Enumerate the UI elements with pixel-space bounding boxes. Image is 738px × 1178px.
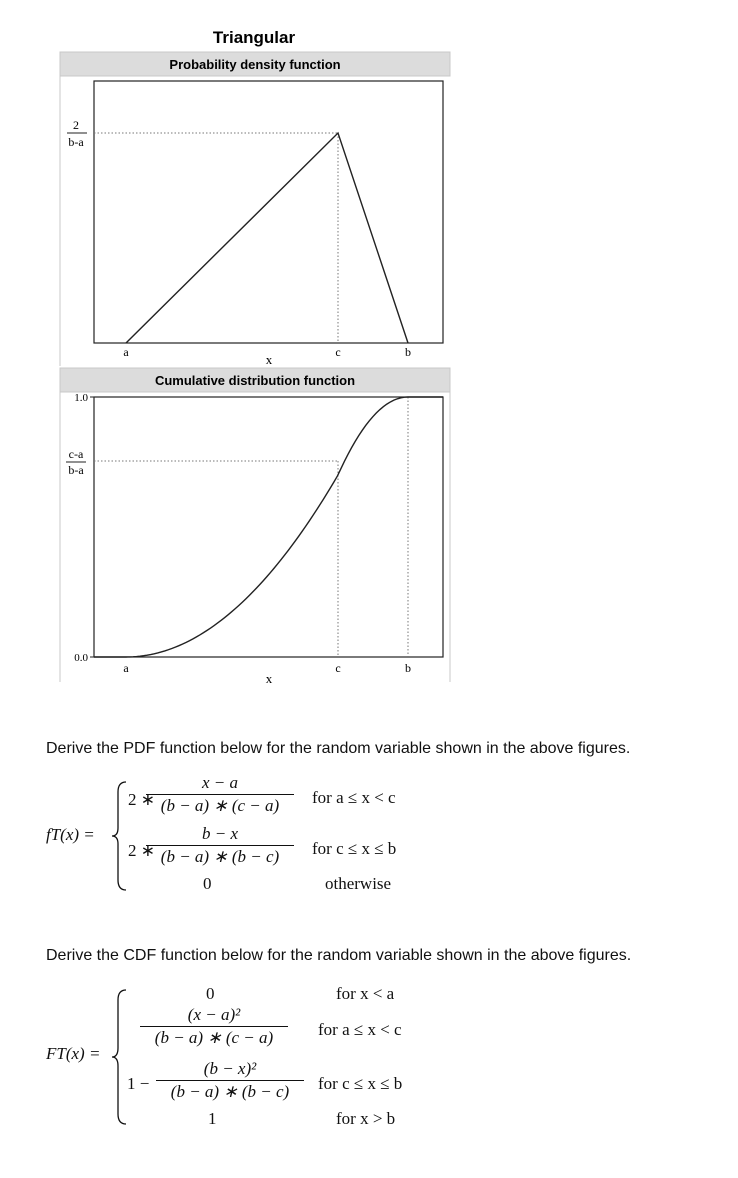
cdf-row1-val: 0 xyxy=(206,984,215,1003)
cdf-lhs: FT(x) = xyxy=(46,1044,101,1063)
pdf-row2-num: b − x xyxy=(146,824,294,846)
pdf-ylabel-num: 2 xyxy=(73,118,79,132)
cdf-row3-den: (b − a) ∗ (b − c) xyxy=(170,1082,290,1101)
cdf-question: Derive the CDF function below for the random variable shown in the above figures. xyxy=(46,947,632,964)
pdf-xtick-a: a xyxy=(123,345,129,359)
cdf-ylabel-num: c-a xyxy=(68,447,84,461)
cdf-xlabel: x xyxy=(265,671,273,686)
cdf-curve xyxy=(94,397,443,657)
pdf-row2-coef: 2 ∗ xyxy=(128,841,155,860)
cdf-xtick-a: a xyxy=(123,661,129,675)
pdf-row1-coef: 2 ∗ xyxy=(128,790,155,809)
cdf-row1-cond: for x < a xyxy=(336,984,395,1003)
cdf-row3-frac xyxy=(156,1059,304,1102)
pdf-title: Probability density function xyxy=(169,57,341,72)
pdf-plot-area xyxy=(94,81,443,343)
cdf-row4-cond: for x > b xyxy=(336,1109,396,1128)
cdf-row3-cond: for c ≤ x ≤ b xyxy=(318,1074,403,1093)
pdf-row3-cond: otherwise xyxy=(325,874,392,893)
figure-title: Triangular xyxy=(212,28,296,47)
cdf-brace xyxy=(110,988,130,1126)
cdf-xtick-c: c xyxy=(335,661,341,675)
pdf-xlabel: x xyxy=(265,352,273,367)
pdf-question: Derive the PDF function below for the random variable shown in the above figures. xyxy=(46,740,631,757)
cdf-ytick-top: 1.0 xyxy=(74,392,88,404)
pdf-row3-val: 0 xyxy=(203,874,212,893)
pdf-curve xyxy=(126,133,408,343)
cdf-xtick-b: b xyxy=(405,661,411,675)
pdf-xtick-c: c xyxy=(335,345,341,359)
pdf-brace xyxy=(110,780,130,892)
pdf-row1-den: (b − a) ∗ (c − a) xyxy=(160,796,280,815)
cdf-ytick-bottom: 0.0 xyxy=(74,652,88,664)
pdf-row1-num: x − a xyxy=(146,773,294,795)
pdf-lhs: fT(x) = xyxy=(46,825,95,844)
pdf-ylabel-den: b-a xyxy=(68,135,84,149)
cdf-ylabel-den: b-a xyxy=(68,463,84,477)
cdf-row4-val: 1 xyxy=(208,1109,217,1128)
cdf-row3-num: (b − x)² xyxy=(156,1059,304,1081)
cdf-row2-den: (b − a) ∗ (c − a) xyxy=(154,1028,274,1047)
pdf-row1-frac xyxy=(146,773,294,816)
cdf-row2-cond: for a ≤ x < c xyxy=(318,1020,402,1039)
cdf-row3-prefix: 1 − xyxy=(127,1074,150,1093)
pdf-xtick-b: b xyxy=(405,345,411,359)
pdf-row2-cond: for c ≤ x ≤ b xyxy=(312,839,397,858)
cdf-row2-num: (x − a)² xyxy=(140,1005,288,1027)
pdf-row1-cond: for a ≤ x < c xyxy=(312,788,396,807)
cdf-title: Cumulative distribution function xyxy=(154,373,356,388)
pdf-row2-den: (b − a) ∗ (b − c) xyxy=(160,847,280,866)
cdf-row2-frac xyxy=(140,1005,288,1048)
pdf-row2-frac xyxy=(146,824,294,867)
cdf-plot-area xyxy=(94,397,443,657)
